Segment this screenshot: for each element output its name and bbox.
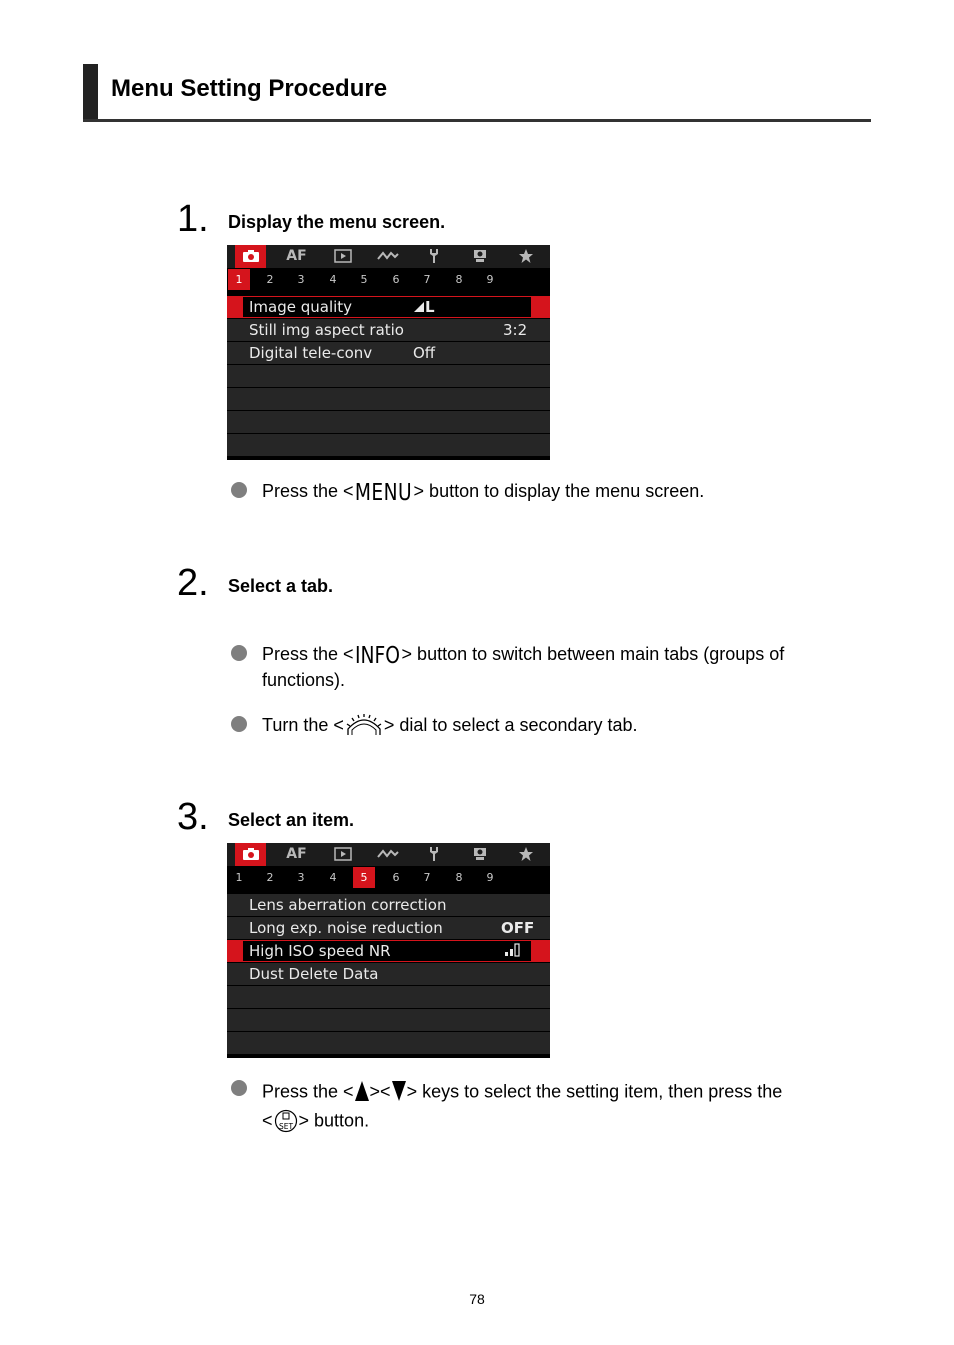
menu-item[interactable]	[227, 319, 550, 342]
tab-setup[interactable]	[418, 245, 449, 268]
menu-item-empty	[227, 1009, 550, 1032]
text-fragment: > dial to select a secondary tab.	[383, 714, 638, 735]
secondary-tabs	[227, 866, 550, 889]
menu-item-empty	[227, 365, 550, 388]
tab-af[interactable]: AF	[286, 248, 307, 264]
bullet-text	[262, 478, 852, 507]
main-dial-icon	[344, 713, 384, 737]
star-icon	[518, 846, 534, 862]
section-title: Menu Setting Procedure	[111, 75, 388, 102]
quality-value: L	[425, 298, 435, 316]
text-fragment: Press the <	[262, 480, 354, 501]
tab-shooting[interactable]	[235, 843, 266, 866]
text-fragment: <	[262, 1110, 273, 1131]
tab-custom[interactable]	[464, 843, 495, 866]
step-number: 3.	[177, 796, 209, 838]
quality-fine-icon	[413, 301, 425, 313]
tab-playback[interactable]	[327, 245, 358, 268]
menu-item-value	[413, 296, 435, 318]
subtab[interactable]: 1	[228, 269, 250, 290]
subtab[interactable]: 5	[360, 273, 368, 286]
level-icon	[504, 943, 522, 957]
main-tabs	[227, 245, 550, 268]
subtab[interactable]: 1	[235, 871, 243, 884]
menu-item-empty	[227, 986, 550, 1009]
camera-icon	[242, 847, 260, 861]
menu-item-label: Long exp. noise reduction	[249, 919, 443, 937]
step-title: Select an item.	[228, 810, 355, 830]
tab-custom[interactable]	[464, 245, 495, 268]
menu-item[interactable]	[227, 894, 550, 917]
bullet-dot	[231, 716, 247, 732]
step-number: 1.	[177, 198, 209, 240]
tab-wireless[interactable]	[372, 245, 403, 268]
menu-item-value	[504, 940, 522, 962]
subtab[interactable]: 4	[329, 871, 337, 884]
step-title: Select a tab.	[228, 576, 334, 596]
menu-item-label: Digital tele-conv	[249, 344, 373, 362]
subtab[interactable]: 4	[329, 273, 337, 286]
text-fragment: ><	[369, 1081, 391, 1102]
menu-item-label: Dust Delete Data	[249, 965, 379, 983]
page-number: 78	[469, 1291, 485, 1307]
subtab[interactable]: 9	[486, 871, 494, 884]
subtab[interactable]: 7	[423, 871, 431, 884]
menu-item[interactable]	[227, 342, 550, 365]
text-fragment: > button to display the menu screen.	[413, 480, 705, 501]
setup-icon	[427, 846, 441, 862]
main-tabs	[227, 843, 550, 866]
wireless-icon	[377, 249, 399, 263]
wireless-icon	[377, 847, 399, 861]
menu-button-icon	[354, 479, 414, 507]
tab-my-menu[interactable]	[510, 245, 541, 268]
menu-item-empty	[227, 434, 550, 457]
section-header	[83, 64, 871, 122]
svg-text:INFO: INFO	[354, 643, 400, 670]
camera-icon	[242, 249, 260, 263]
subtab[interactable]: 9	[486, 273, 494, 286]
step-number: 2.	[177, 562, 209, 604]
text-fragment: Turn the <	[262, 714, 344, 735]
set-button-icon	[273, 1109, 299, 1133]
menu-item-selected[interactable]	[227, 940, 550, 963]
step-title: Display the menu screen.	[228, 212, 446, 232]
subtab[interactable]: 8	[455, 273, 463, 286]
text-fragment: > button.	[298, 1110, 370, 1131]
down-arrow-icon	[391, 1080, 407, 1102]
menu-item-selected[interactable]	[227, 296, 550, 319]
menu-item-value: OFF	[501, 919, 535, 937]
playback-icon	[334, 249, 352, 263]
secondary-tabs	[227, 268, 550, 291]
subtab[interactable]: 8	[455, 871, 463, 884]
bullet-dot	[231, 482, 247, 498]
subtab[interactable]: 2	[266, 273, 274, 286]
subtab[interactable]: 7	[423, 273, 431, 286]
subtab[interactable]: 6	[392, 273, 400, 286]
menu-item-empty	[227, 388, 550, 411]
subtab[interactable]: 3	[297, 273, 305, 286]
subtab[interactable]: 5	[353, 867, 375, 888]
tab-setup[interactable]	[418, 843, 449, 866]
menu-item-label: Still img aspect ratio	[249, 321, 404, 339]
tab-shooting[interactable]	[235, 245, 266, 268]
up-arrow-icon	[354, 1080, 370, 1102]
header-accent-bar	[83, 64, 98, 122]
menu-item-value: Off	[413, 344, 436, 362]
menu-item-label: Image quality	[249, 298, 353, 316]
star-icon	[518, 248, 534, 264]
bullet-text	[262, 641, 852, 693]
menu-item-empty	[227, 1032, 550, 1055]
menu-item[interactable]	[227, 917, 550, 940]
custom-icon	[472, 846, 488, 862]
subtab[interactable]: 6	[392, 871, 400, 884]
menu-item[interactable]	[227, 963, 550, 986]
info-button-icon	[354, 642, 402, 670]
text-fragment: > keys to select the setting item, then press the	[406, 1081, 783, 1102]
bullet-dot	[231, 645, 247, 661]
subtab[interactable]: 3	[297, 871, 305, 884]
svg-text:MENU: MENU	[354, 480, 412, 507]
text-fragment: Press the <	[262, 1081, 354, 1102]
tab-playback[interactable]	[327, 843, 358, 866]
bullet-text	[262, 1076, 852, 1135]
text-fragment: Press the <	[262, 643, 354, 664]
menu-item-empty	[227, 411, 550, 434]
custom-icon	[472, 248, 488, 264]
menu-item-value: 3:2	[503, 321, 528, 339]
tab-wireless[interactable]	[372, 843, 403, 866]
camera-menu-screen	[227, 843, 550, 1058]
header-rule	[83, 119, 871, 122]
tab-af[interactable]: AF	[286, 846, 307, 862]
bullet-text	[262, 712, 852, 738]
setup-icon	[427, 248, 441, 264]
menu-item-label: High ISO speed NR	[249, 942, 391, 960]
menu-item-label: Lens aberration correction	[249, 896, 447, 914]
subtab[interactable]: 2	[266, 871, 274, 884]
text-fragment: > button to switch between main tabs (groups of	[401, 643, 785, 664]
playback-icon	[334, 847, 352, 861]
camera-menu-screen	[227, 245, 550, 460]
tab-my-menu[interactable]	[510, 843, 541, 866]
bullet-dot	[231, 1080, 247, 1096]
svg-text:SET: SET	[278, 1121, 293, 1131]
text-fragment: functions).	[262, 669, 346, 690]
